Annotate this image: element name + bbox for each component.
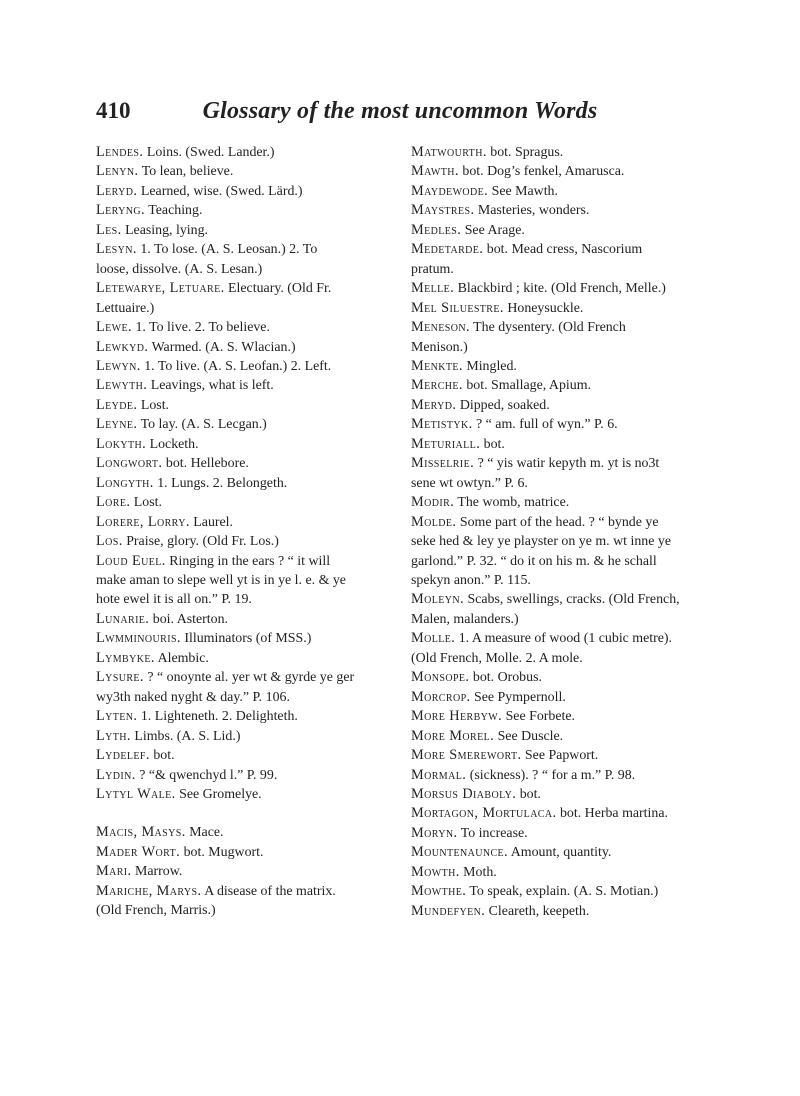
glossary-entry — [96, 201, 401, 220]
glossary-column-left — [96, 143, 401, 921]
entry-definition: Learned, wise. (Swed. Lärd.) — [140, 183, 303, 199]
entry-definition: 1. To lose. (A. S. Leosan.) 2. To — [140, 242, 318, 258]
glossary-entry — [411, 590, 711, 629]
entry-headword: Molde. — [411, 513, 457, 530]
entry-headword: Metistyk. — [411, 416, 473, 433]
entry-definition-continued: (Old French, Marris.) — [96, 903, 216, 919]
entry-definition-continued: sene wt owtyn.” P. 6. — [411, 475, 528, 491]
entry-definition: Marrow. — [135, 864, 183, 880]
glossary-entry — [411, 376, 711, 395]
glossary-entry — [411, 162, 711, 181]
glossary-entry — [411, 882, 711, 901]
glossary-entry — [411, 201, 711, 220]
entry-headword: Lymbyke. — [96, 649, 155, 666]
entry-headword: Leyne. — [96, 416, 138, 433]
entry-headword: Lenyn. — [96, 163, 139, 180]
entry-headword: Misselrie. — [411, 455, 475, 472]
entry-headword: Longyth. — [96, 474, 154, 491]
entry-definition: See Papwort. — [524, 748, 599, 764]
entry-definition: ? “ onoynte al. yer wt & gyrde ye ger — [147, 670, 355, 686]
entry-headword: Meneson. — [411, 319, 470, 336]
glossary-entry — [96, 162, 401, 181]
entry-headword: Maydewode. — [411, 182, 489, 199]
glossary-entry — [411, 902, 711, 921]
entry-headword: Modir. — [411, 494, 455, 511]
entry-definition: Electuary. (Old Fr. — [228, 281, 332, 297]
entry-definition: Scabs, swellings, cracks. (Old French, — [467, 592, 680, 608]
glossary-entry — [96, 707, 401, 726]
glossary-entry — [411, 415, 711, 434]
glossary-entry — [96, 435, 401, 454]
entry-definition: Honeysuckle. — [507, 300, 584, 316]
entry-definition: Teaching. — [148, 203, 203, 219]
glossary-entry — [96, 610, 401, 629]
entry-headword: Lewyn. — [96, 357, 141, 374]
glossary-entry — [411, 299, 711, 318]
entry-headword: Melle. — [411, 280, 455, 297]
entry-headword: Loud Euel. — [96, 552, 166, 569]
entry-headword: Leyde. — [96, 396, 138, 413]
entry-definition-continued: spekyn anon.” P. 115. — [411, 572, 531, 588]
entry-definition-continued: wy3th naked nyght & day.” P. 106. — [96, 689, 290, 705]
glossary-entry — [96, 552, 401, 610]
glossary-entry — [96, 843, 401, 862]
entry-headword: Meturiall. — [411, 435, 481, 452]
entry-headword: Morcrop. — [411, 688, 471, 705]
entry-definition: Mace. — [189, 825, 224, 841]
entry-definition: bot. Herba martina. — [559, 806, 668, 822]
glossary-entry — [411, 454, 711, 493]
glossary-entry — [411, 357, 711, 376]
entry-headword: Lewe. — [96, 319, 132, 336]
entry-headword: Moleyn. — [411, 591, 464, 608]
entry-definition: ? “ yis watir kepyth m. yt is no3t — [477, 456, 660, 472]
glossary-entry — [411, 279, 711, 298]
entry-definition: Locketh. — [149, 436, 199, 452]
entry-headword: Mormal. — [411, 766, 467, 783]
entry-definition-continued: loose, dissolve. (A. S. Lesan.) — [96, 261, 263, 277]
entry-headword: Mariche, Marys. — [96, 882, 202, 899]
entry-headword: More Smerewort. — [411, 747, 522, 764]
glossary-entry — [96, 396, 401, 415]
glossary-entry — [411, 668, 711, 687]
entry-definition: Illuminators (of MSS.) — [184, 631, 312, 647]
entry-definition: bot. Orobus. — [472, 670, 542, 686]
entry-headword: Longwort. — [96, 455, 163, 472]
entry-definition: bot. Hellebore. — [165, 456, 249, 472]
entry-definition: 1. To live. (A. S. Leofan.) 2. Left. — [144, 358, 332, 374]
entry-definition: Praise, glory. (Old Fr. Los.) — [126, 534, 279, 550]
glossary-column-right — [411, 143, 711, 921]
glossary-entry — [411, 804, 711, 823]
entry-definition-continued: pratum. — [411, 261, 454, 277]
entry-definition-continued: (Old French, Molle. 2. A mole. — [411, 650, 583, 666]
entry-definition: bot. Dog’s fenkel, Amarusca. — [462, 164, 625, 180]
entry-headword: Mawth. — [411, 163, 459, 180]
glossary-entry — [411, 843, 711, 862]
entry-definition: To lean, believe. — [141, 164, 234, 180]
glossary-entry — [96, 785, 401, 804]
glossary-entry — [96, 415, 401, 434]
glossary-entry — [96, 279, 401, 318]
entry-definition: bot. Mugwort. — [183, 844, 264, 860]
glossary-entry — [96, 454, 401, 473]
glossary-entry — [411, 727, 711, 746]
entry-headword: Lydelef. — [96, 747, 150, 764]
entry-definition: Moth. — [463, 864, 497, 880]
entry-headword: Macis, Masys. — [96, 824, 186, 841]
entry-definition: See Arage. — [464, 222, 525, 238]
entry-definition: 1. Lungs. 2. Belongeth. — [157, 475, 288, 491]
glossary-entry — [96, 513, 401, 532]
entry-headword: More Morel. — [411, 727, 495, 744]
glossary-entry — [96, 221, 401, 240]
glossary-entry — [96, 746, 401, 765]
entry-definition: See Pympernoll. — [474, 689, 566, 705]
entry-headword: Meryd. — [411, 396, 457, 413]
entry-headword: Matwourth. — [411, 144, 487, 160]
entry-definition-continued: seke hed & ley ye playster on ye m. wt inne ye — [411, 534, 671, 550]
entry-headword: Monsope. — [411, 669, 470, 686]
running-title: Glossary of the most uncommon Words — [202, 98, 598, 124]
entry-definition: Warmed. (A. S. Wlacian.) — [151, 339, 296, 355]
entry-headword: Lwmminouris. — [96, 630, 181, 647]
entry-definition: bot. Mead cress, Nascorium — [486, 242, 643, 258]
glossary-entry — [411, 221, 711, 240]
entry-headword: Medles. — [411, 221, 462, 238]
entry-headword: Lysure. — [96, 669, 144, 686]
entry-headword: Lunarie. — [96, 610, 150, 627]
glossary-entry — [411, 746, 711, 765]
glossary-entry — [96, 143, 401, 162]
glossary-entry — [96, 629, 401, 648]
entry-headword: Molle. — [411, 630, 456, 647]
glossary-entry — [96, 862, 401, 881]
entry-headword: Medetarde. — [411, 241, 484, 258]
entry-definition: boi. Asterton. — [152, 611, 229, 627]
entry-definition-continued: hote ewel it is all on.” P. 19. — [96, 592, 252, 608]
entry-definition-continued: garlond.” P. 32. “ do it on his m. & he schall — [411, 553, 657, 569]
entry-headword: Lendes. — [96, 144, 144, 160]
entry-definition: See Gromelye. — [179, 786, 262, 802]
entry-headword: Lyten. — [96, 708, 138, 725]
glossary-entry — [96, 823, 401, 842]
entry-definition: bot. Smallage, Apium. — [466, 378, 591, 394]
entry-definition: A disease of the matrix. — [204, 883, 336, 899]
entry-headword: Merche. — [411, 377, 463, 394]
entry-headword: Los. — [96, 533, 123, 550]
entry-definition: See Duscle. — [497, 728, 564, 744]
section-gap — [96, 804, 401, 823]
entry-definition: 1. A measure of wood (1 cubic metre). — [458, 631, 673, 647]
glossary-entry — [411, 240, 711, 279]
entry-headword: More Herbyw. — [411, 708, 503, 725]
entry-definition: Amount, quantity. — [510, 845, 612, 861]
entry-definition: Blackbird ; kite. (Old French, Melle.) — [457, 281, 666, 297]
entry-definition: bot. — [483, 436, 505, 452]
entry-definition: The dysentery. (Old French — [473, 320, 626, 336]
entry-headword: Mountenaunce. — [411, 844, 509, 861]
entry-definition: Laurel. — [193, 514, 234, 530]
entry-definition-continued: Malen, malanders.) — [411, 611, 519, 627]
entry-headword: Morsus Diaboly. — [411, 785, 517, 802]
glossary-entry — [411, 493, 711, 512]
entry-headword: Les. — [96, 221, 122, 238]
entry-definition: ? “ am. full of wyn.” P. 6. — [476, 417, 618, 433]
entry-definition-continued: make aman to slepe well yt is in ye l. e. & ye — [96, 572, 346, 588]
entry-definition-continued: Menison.) — [411, 339, 468, 355]
entry-headword: Lokyth. — [96, 435, 147, 452]
entry-headword: Moryn. — [411, 824, 458, 841]
entry-definition: Limbs. (A. S. Lid.) — [134, 728, 241, 744]
glossary-entry — [411, 143, 711, 162]
entry-definition: Cleareth, keepeth. — [488, 903, 590, 919]
glossary-entry — [96, 766, 401, 785]
entry-definition: Alembic. — [157, 650, 209, 666]
glossary-entry — [96, 240, 401, 279]
entry-definition: Leavings, what is left. — [150, 378, 274, 394]
glossary-entry — [96, 474, 401, 493]
entry-headword: Mortagon, Mortulaca. — [411, 805, 557, 822]
entry-headword: Mowth. — [411, 863, 460, 880]
page-number: 410 — [96, 98, 131, 123]
entry-definition: See Forbete. — [505, 709, 576, 725]
entry-definition: Lost. — [133, 495, 162, 511]
entry-definition: bot. — [153, 748, 175, 764]
entry-headword: Lytyl Wale. — [96, 785, 176, 802]
entry-headword: Lesyn. — [96, 241, 137, 258]
entry-headword: Lorere, Lorry. — [96, 513, 190, 530]
entry-definition: Dipped, soaked. — [459, 397, 550, 413]
entry-definition: ? “& qwenchyd l.” P. 99. — [139, 767, 278, 783]
page-header — [96, 98, 704, 132]
entry-headword: Leryd. — [96, 182, 138, 199]
glossary-entry — [411, 766, 711, 785]
glossary-entry — [96, 376, 401, 395]
entry-definition: Leasing, lying. — [125, 222, 209, 238]
entry-definition: Masteries, wonders. — [477, 203, 590, 219]
entry-definition: To increase. — [460, 825, 528, 841]
entry-definition: bot. Spragus. — [490, 145, 564, 160]
glossary-entry — [411, 396, 711, 415]
entry-headword: Lore. — [96, 494, 131, 511]
entry-definition: See Mawth. — [491, 183, 558, 199]
entry-definition: Some part of the head. ? “ bynde ye — [459, 514, 659, 530]
glossary-entry — [96, 493, 401, 512]
entry-headword: Lewkyd. — [96, 338, 149, 355]
entry-headword: Mowthe. — [411, 883, 467, 900]
entry-definition: bot. — [519, 786, 541, 802]
glossary-entry — [411, 513, 711, 591]
entry-definition: (sickness). ? “ for a m.” P. 98. — [469, 767, 636, 783]
glossary-entry — [411, 824, 711, 843]
glossary-entry — [411, 435, 711, 454]
glossary-entry — [96, 357, 401, 376]
glossary-entry — [411, 182, 711, 201]
entry-definition-continued: Lettuaire.) — [96, 300, 155, 316]
entry-headword: Lyth. — [96, 727, 131, 744]
glossary-entry — [96, 182, 401, 201]
entry-definition: 1. Lighteneth. 2. Delighteth. — [140, 709, 298, 725]
glossary-entry — [96, 338, 401, 357]
entry-definition: To lay. (A. S. Lecgan.) — [140, 417, 267, 433]
glossary-entry — [96, 882, 401, 921]
entry-headword: Lewyth. — [96, 377, 148, 394]
glossary-entry — [411, 863, 711, 882]
glossary-entry — [96, 649, 401, 668]
entry-definition: Mingled. — [466, 358, 517, 374]
entry-headword: Menkte. — [411, 357, 463, 374]
glossary-entry — [96, 668, 401, 707]
glossary-entry — [96, 727, 401, 746]
entry-definition: Ringing in the ears ? “ it will — [169, 553, 331, 569]
entry-headword: Letewarye, Letuare. — [96, 280, 225, 297]
entry-definition: To speak, explain. (A. S. Motian.) — [469, 884, 659, 900]
entry-headword: Lydin. — [96, 766, 136, 783]
glossary-entry — [411, 785, 711, 804]
entry-definition: Loins. (Swed. Lander.) — [146, 145, 275, 160]
glossary-entry — [411, 318, 711, 357]
entry-headword: Maystres. — [411, 202, 475, 219]
entry-headword: Mari. — [96, 863, 132, 880]
entry-definition: Lost. — [140, 397, 170, 413]
entry-definition: The womb, matrice. — [457, 495, 570, 511]
glossary-entry — [96, 532, 401, 551]
entry-headword: Leryng. — [96, 202, 145, 219]
glossary-entry — [96, 318, 401, 337]
glossary-entry — [411, 688, 711, 707]
entry-definition: 1. To live. 2. To believe. — [135, 320, 270, 336]
entry-headword: Mundefyen. — [411, 902, 486, 919]
glossary-entry — [411, 707, 711, 726]
entry-headword: Mader Wort. — [96, 843, 181, 860]
entry-headword: Mel Siluestre. — [411, 299, 504, 316]
glossary-entry — [411, 629, 711, 668]
